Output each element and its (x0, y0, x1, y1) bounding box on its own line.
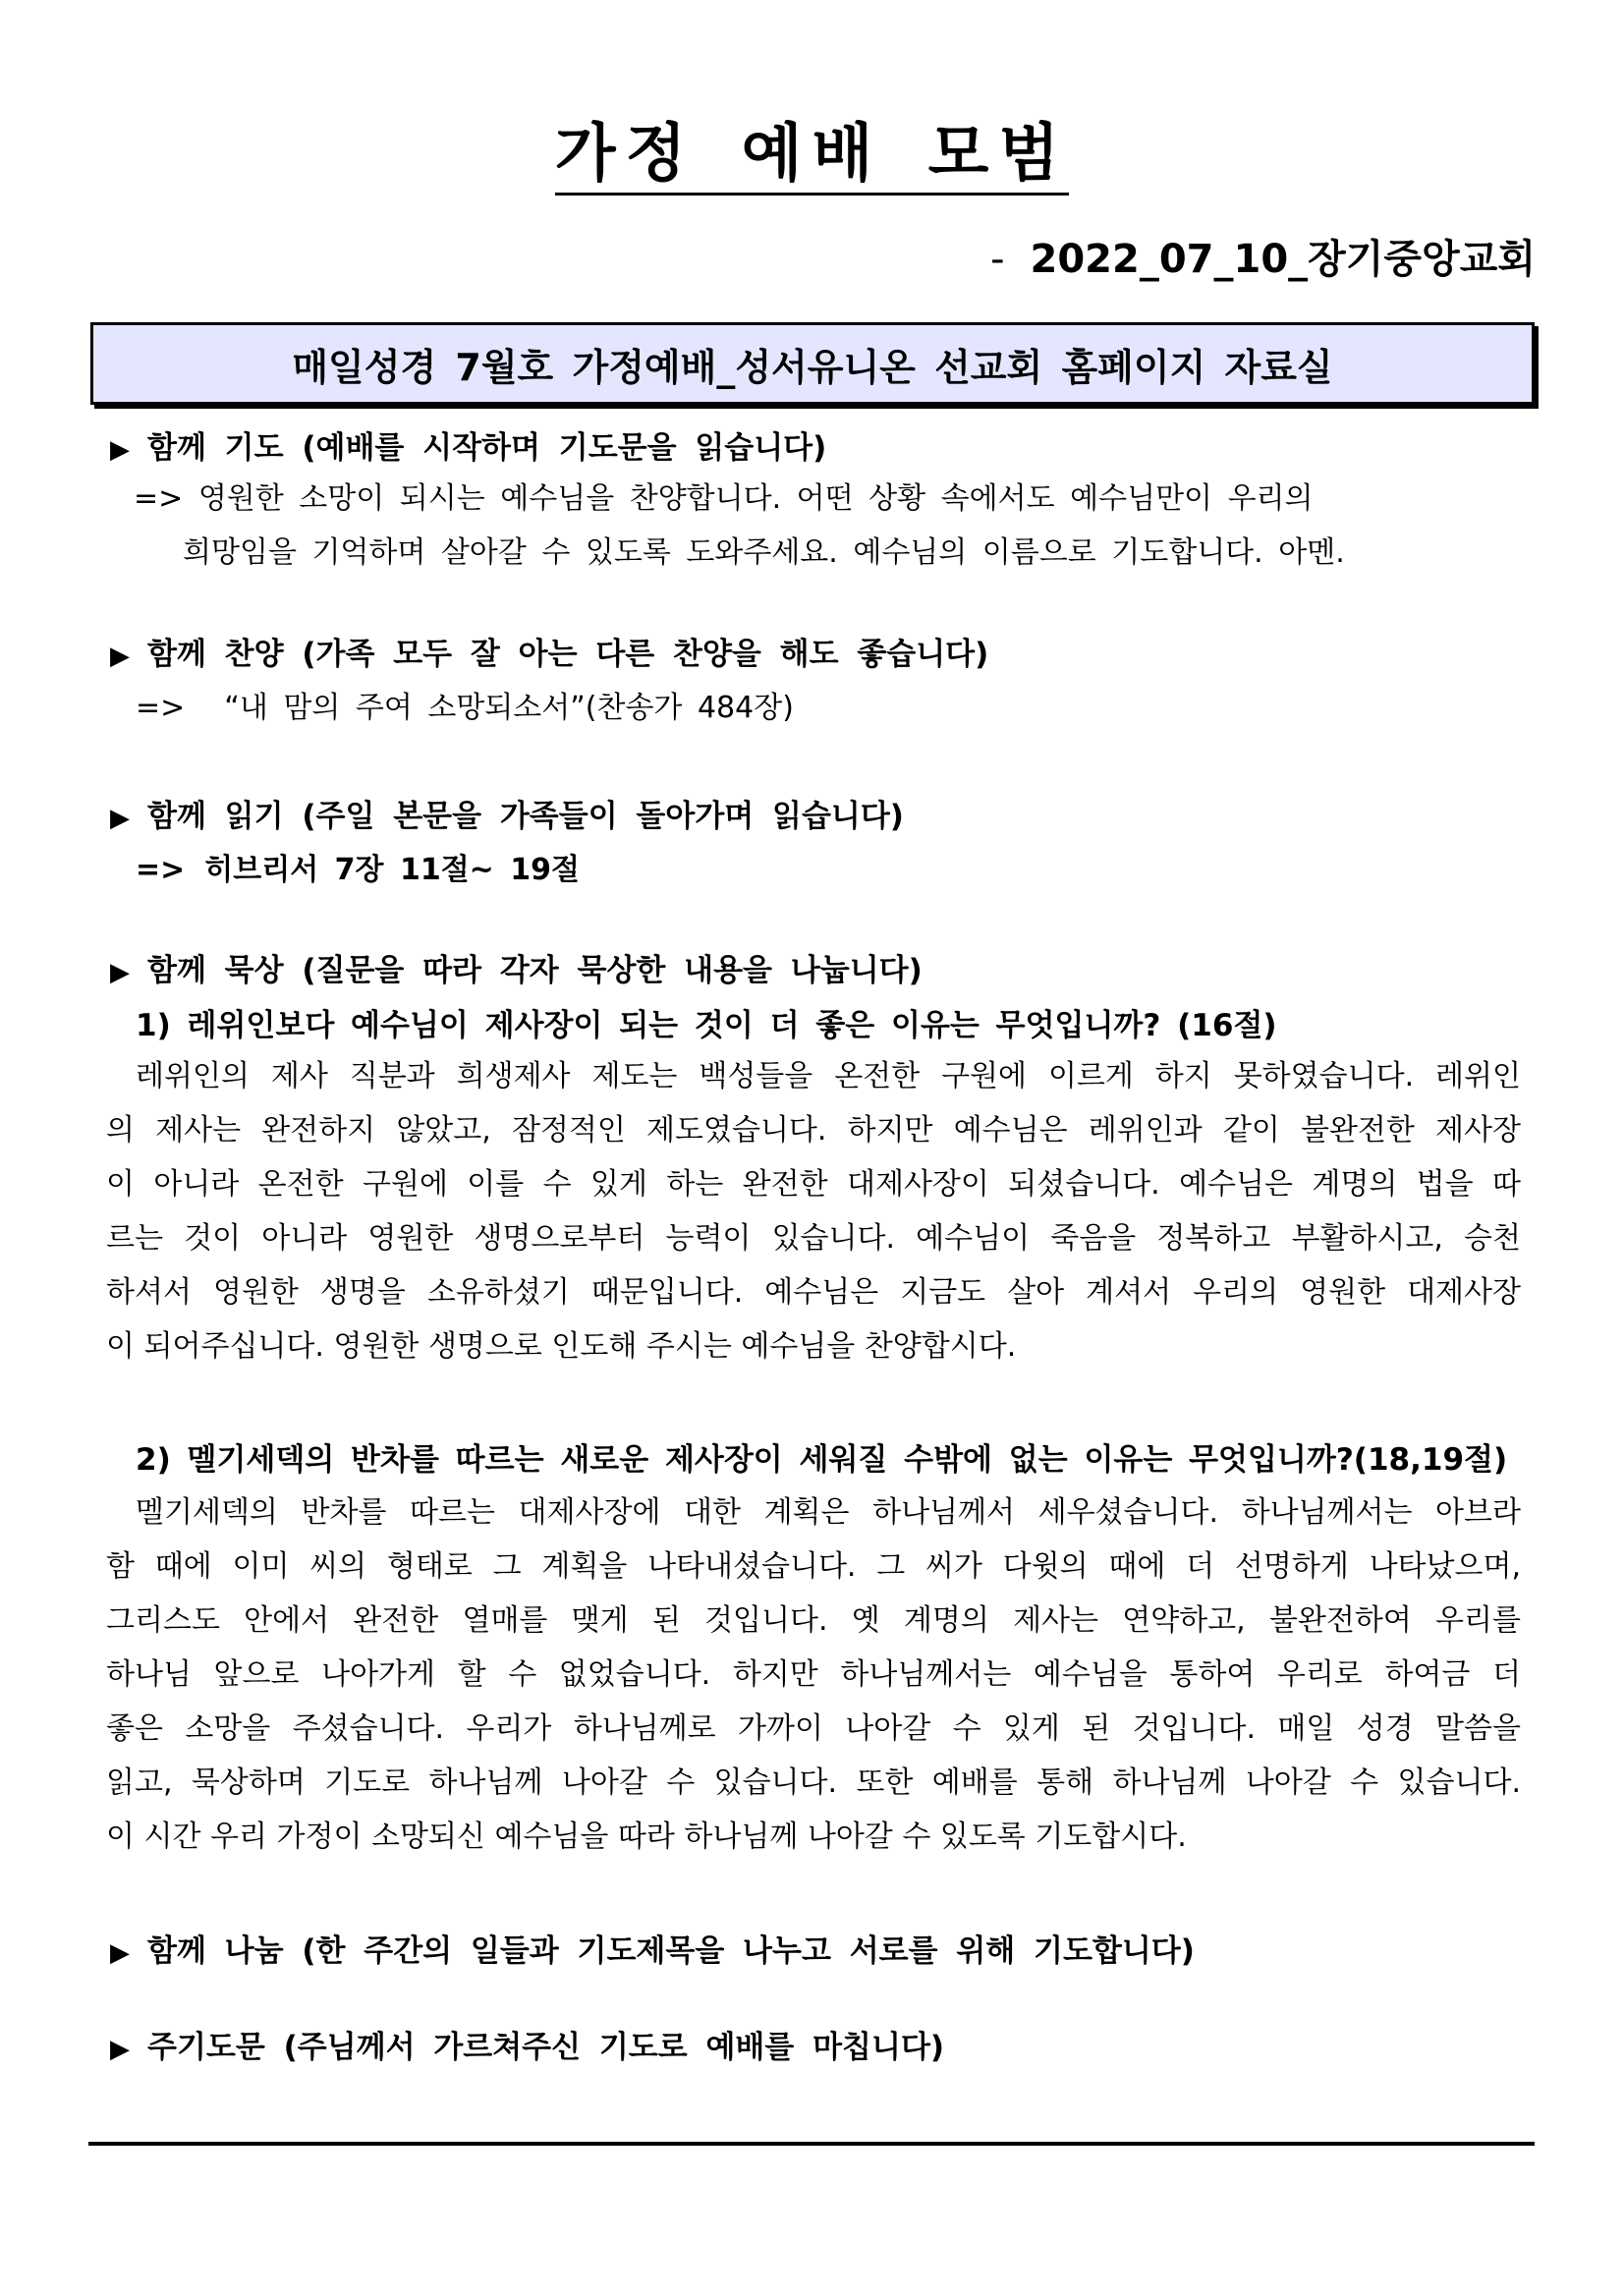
source-banner: 매일성경 7월호 가정예배_성서유니온 선교회 홈페이지 자료실 (90, 322, 1535, 405)
prayer-line-1 (134, 474, 1314, 517)
arrow-marker: => (136, 853, 186, 887)
hymn-text: “내 맘의 주여 소망되소서”(찬송가 484장) (224, 691, 794, 725)
page-title (0, 103, 1624, 194)
heading-text: 함께 묵상 (질문을 따라 각자 묵상한 내용을 나눕니다) (147, 953, 923, 988)
reading-line (136, 845, 580, 888)
answer-1 (106, 1049, 1521, 1373)
section-heading-reading (110, 791, 904, 835)
section-heading-praise (110, 629, 988, 673)
subtitle-dash: - (990, 237, 1005, 282)
triangle-bullet-icon: ▶ (110, 435, 130, 465)
answer-1-line: 이 아니라 온전한 구원에 이를 수 있게 하는 완전한 대제사장이 되셨습니다. 예수님은 계명의 법을 따 (106, 1167, 1521, 1202)
subtitle (990, 228, 1536, 284)
triangle-bullet-icon: ▶ (110, 642, 130, 671)
heading-text: 함께 찬양 (가족 모두 잘 아는 다른 찬양을 해도 좋습니다) (147, 637, 989, 672)
answer-2-line: 멜기세덱의 반차를 따르는 대제사장에 대한 계획은 하나님께서 세우셨습니다. 하나님께서는 아브라 (136, 1495, 1521, 1530)
praise-line (136, 683, 794, 726)
section-heading-sharing (110, 1926, 1195, 1970)
answer-2-line: 좋은 소망을 주셨습니다. 우리가 하나님께로 가까이 나아갈 수 있게 된 것입니다. 매일 성경 말씀을 (106, 1711, 1521, 1746)
answer-1-line: 하셔서 영원한 생명을 소유하셨기 때문입니다. 예수님은 지금도 살아 계셔서 우리의 영원한 대제사장 (106, 1275, 1521, 1310)
question-2: 2) 멜기세덱의 반차를 따르는 새로운 제사장이 세워질 수밖에 없는 이유는 무엇입니까?(18,19절) (136, 1442, 1508, 1478)
answer-1-line: 르는 것이 아니라 영원한 생명으로부터 능력이 있습니다. 예수님이 죽음을 정복하고 부활하시고, 승천 (106, 1221, 1521, 1256)
triangle-bullet-icon: ▶ (110, 804, 130, 833)
answer-1-line: 이 되어주십니다. 영원한 생명으로 인도해 주시는 예수님을 찬양합시다. (106, 1329, 1017, 1364)
prayer-line-2: 희망임을 기억하며 살아갈 수 있도록 도와주세요. 예수님의 이름으로 기도합니다. 아멘. (183, 535, 1345, 570)
answer-2 (106, 1485, 1521, 1864)
bottom-divider (88, 2142, 1535, 2146)
section-heading-lords-prayer (110, 2022, 944, 2066)
answer-2-line: 그리스도 안에서 완전한 열매를 맺게 된 것입니다. 옛 계명의 제사는 연약하고, 불완전하여 우리를 (106, 1603, 1521, 1638)
heading-text: 주기도문 (주님께서 가르쳐주신 기도로 예배를 마칩니다) (147, 2030, 945, 2065)
triangle-bullet-icon: ▶ (110, 958, 130, 987)
triangle-bullet-icon: ▶ (110, 2035, 130, 2064)
heading-text: 함께 기도 (예배를 시작하며 기도문을 읽습니다) (147, 430, 827, 466)
answer-1-line: 의 제사는 완전하지 않았고, 잠정적인 제도였습니다. 하지만 예수님은 레위인과 같이 불완전한 제사장 (106, 1113, 1521, 1148)
heading-text: 함께 읽기 (주일 본문을 가족들이 돌아가며 읽습니다) (147, 799, 904, 834)
page-title-text: 가정 예배 모범 (555, 118, 1070, 196)
answer-2-line: 이 시간 우리 가정이 소망되신 예수님을 따라 하나님께 나아갈 수 있도록 기도합시다. (106, 1820, 1187, 1854)
answer-2-line: 읽고, 묵상하며 기도로 하나님께 나아갈 수 있습니다. 또한 예배를 통해 하나님께 나아갈 수 있습니다. (106, 1765, 1521, 1800)
triangle-bullet-icon: ▶ (110, 1938, 130, 1968)
section-heading-prayer (110, 422, 826, 467)
scripture-reference: 히브리서 7장 11절~ 19절 (204, 853, 580, 887)
answer-2-line: 함 때에 이미 씨의 형태로 그 계획을 나타내셨습니다. 그 씨가 다윗의 때에 더 선명하게 나타났으며, (106, 1549, 1521, 1584)
arrow-marker: => (134, 481, 184, 516)
answer-1-line: 레위인의 제사 직분과 희생제사 제도는 백성들을 온전한 구원에 이르게 하지 못하였습니다. 레위인 (136, 1059, 1521, 1093)
question-1: 1) 레위인보다 예수님이 제사장이 되는 것이 더 좋은 이유는 무엇입니까? (16절) (136, 1008, 1277, 1043)
prayer-text-1: 영원한 소망이 되시는 예수님을 찬양합니다. 어떤 상황 속에서도 예수님만이 우리의 (197, 481, 1314, 516)
arrow-marker: => (136, 691, 186, 725)
answer-2-line: 하나님 앞으로 나아가게 할 수 없었습니다. 하지만 하나님께서는 예수님을 통하여 우리로 하여금 더 (106, 1657, 1521, 1692)
section-heading-meditation (110, 945, 923, 989)
heading-text: 함께 나눔 (한 주간의 일들과 기도제목을 나누고 서로를 위해 기도합니다) (147, 1933, 1195, 1969)
subtitle-text: 2022_07_10_장기중앙교회 (1030, 237, 1536, 282)
